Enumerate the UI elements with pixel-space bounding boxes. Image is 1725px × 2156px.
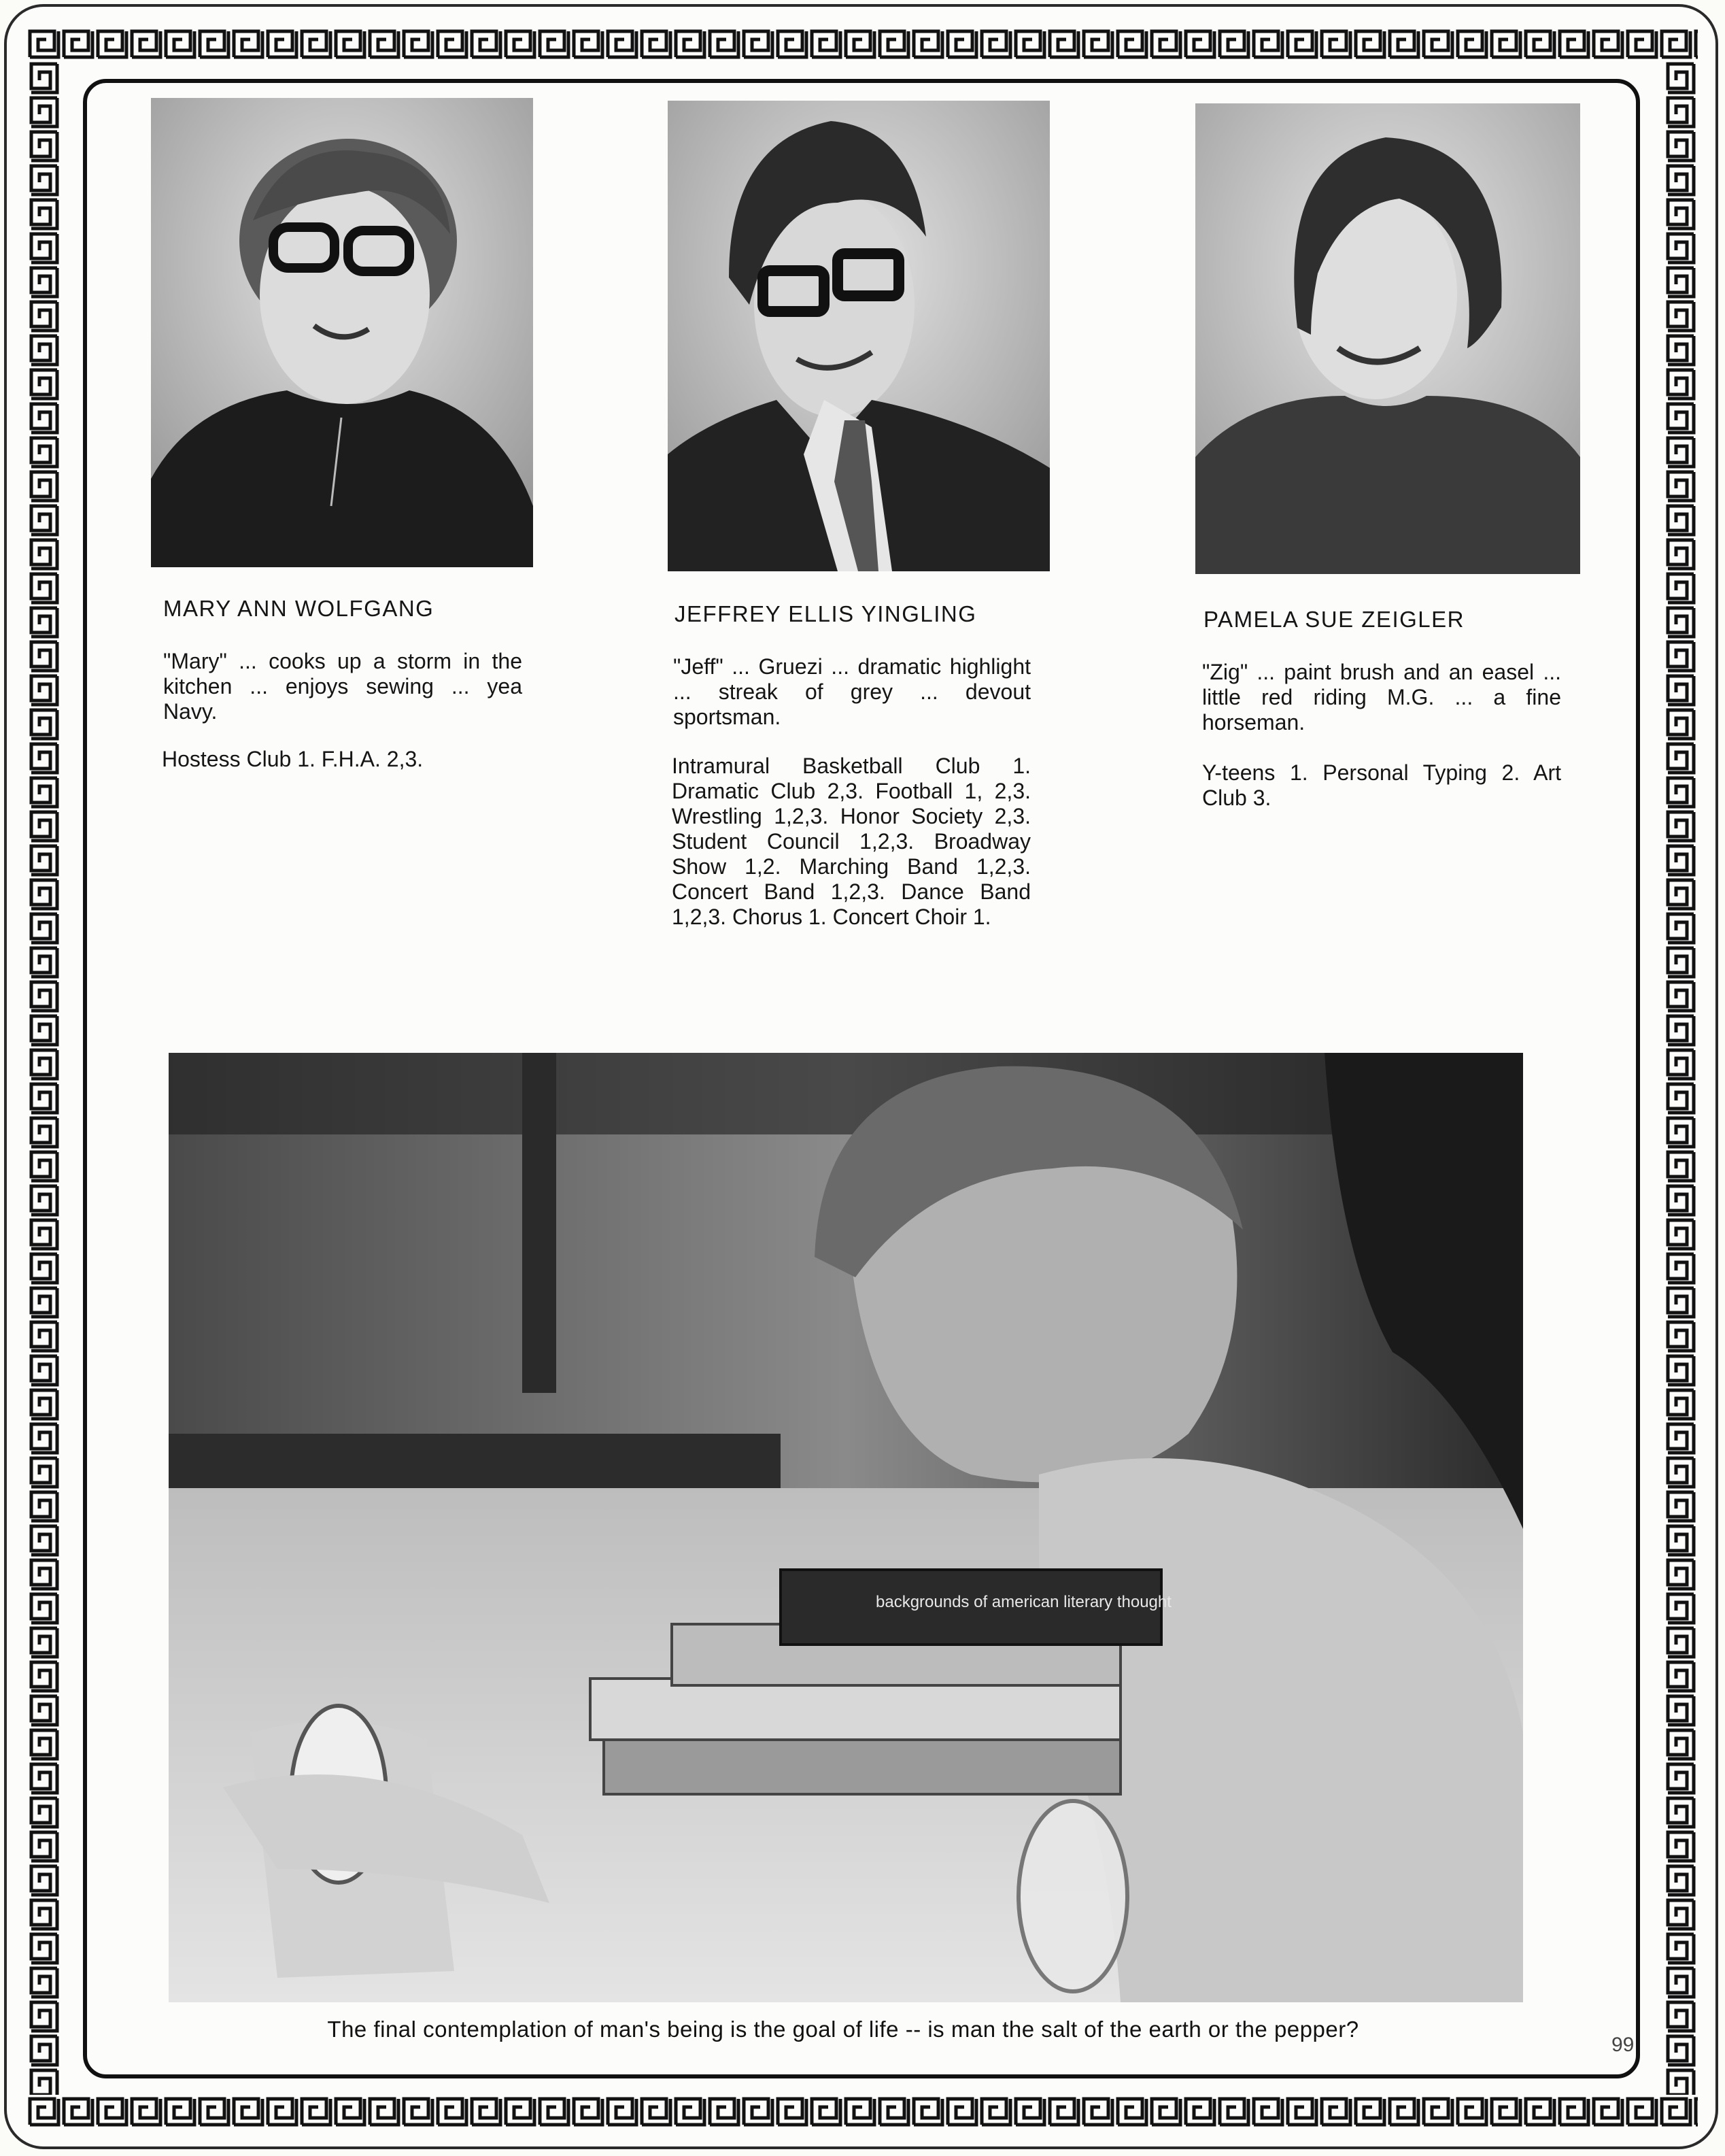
senior-blurb: "Mary" ... cooks up a storm in the kitchen ... enjoys sewing ... yea Navy. [163,649,522,724]
greek-key-border-left [27,61,61,2095]
page-number: 99 [1611,2034,1635,2056]
senior-name: JEFFREY ELLIS YINGLING [674,601,977,626]
senior-blurb: "Jeff" ... Gruezi ... dramatic highlight ... streak of grey ... devout sportsman. [673,654,1031,729]
senior-activities: Y-teens 1. Personal Typing 2. Art Club 3. [1202,760,1561,810]
greek-key-border-top [27,27,1698,61]
portrait-photo-mary [151,98,533,567]
senior-name: PAMELA SUE ZEIGLER [1203,607,1465,632]
book-title: backgrounds of american literary thought [876,1593,1172,1611]
senior-activities: Hostess Club 1. F.H.A. 2,3. [162,747,424,771]
senior-activities: Intramural Basketball Club 1. Dramatic Club 2,3. Football 1, 2,3. Wrestling 1,2,3. Honor Society 2,3. Student Council 1,2,3. Broadway Show 1,2. Marching Band 1,2,3. Concert Band 1,2,3. Dance Band 1,2,3. Chorus 1. Concert Choir 1. [672,754,1031,929]
senior-blurb: "Zig" ... paint brush and an easel ... little red riding M.G. ... a fine horseman. [1202,660,1561,735]
portrait-photo-jeff [668,101,1050,571]
portrait-photo-pamela [1195,103,1580,574]
greek-key-border-bottom [27,2095,1698,2129]
senior-name: MARY ANN WOLFGANG [163,596,434,621]
candid-photo-student-with-books [169,1053,1523,2002]
greek-key-border-right [1664,61,1698,2095]
photo-caption: The final contemplation of man's being is the goal of life -- is man the salt of the earth or the pepper? [327,2017,1359,2042]
